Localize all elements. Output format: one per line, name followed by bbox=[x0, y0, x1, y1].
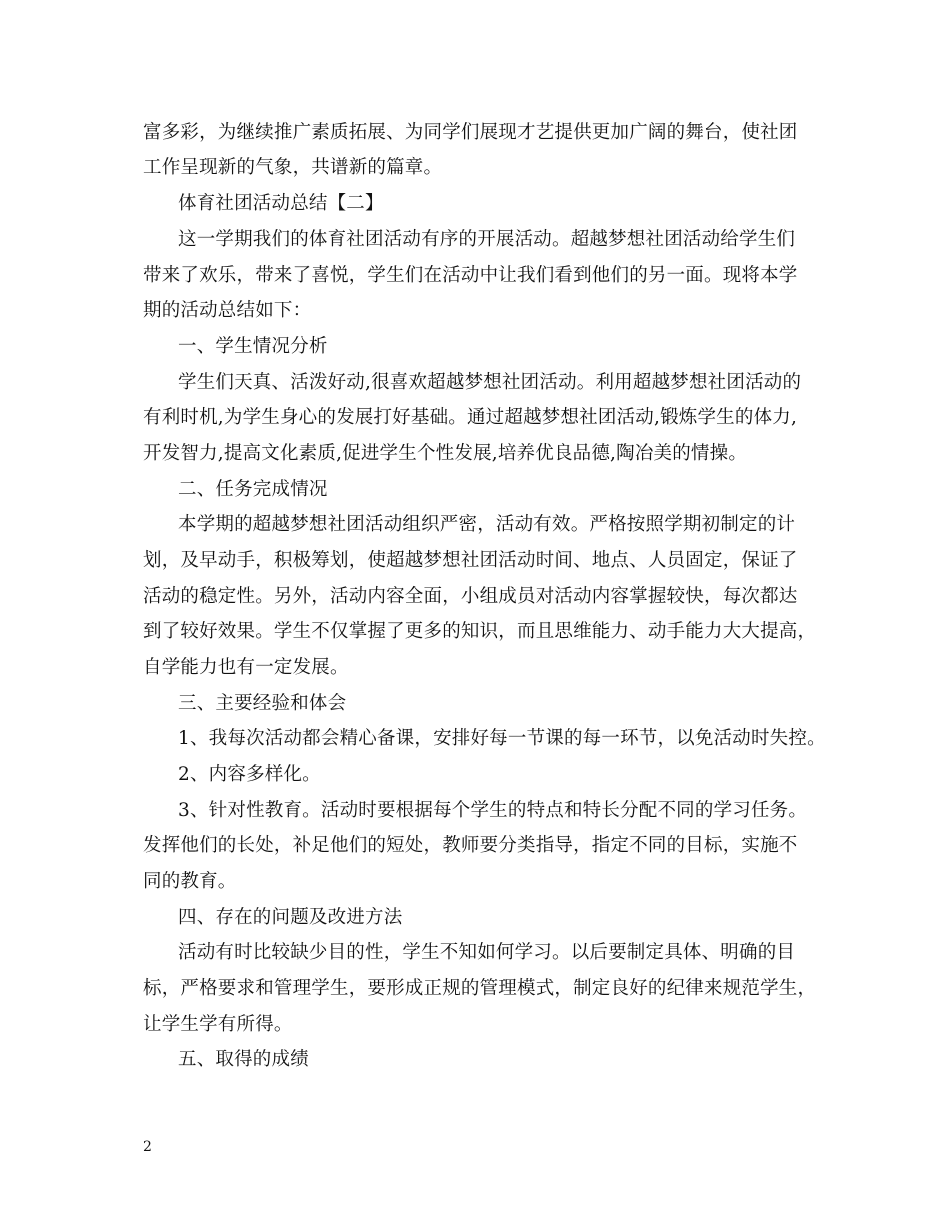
section-heading: 二、任务完成情况 bbox=[178, 479, 328, 500]
body-text-line: 到了较好效果。学生不仅掌握了更多的知识，而且思维能力、动手能力大大提高， bbox=[143, 621, 817, 642]
body-text-line: 同的教育。 bbox=[143, 871, 237, 892]
body-text-line: 活动有时比较缺少目的性，学生不知如何学习。以后要制定具体、明确的目 bbox=[178, 942, 796, 963]
list-item: 3、针对性教育。活动时要根据每个学生的特点和特长分配不同的学习任务。 bbox=[178, 800, 808, 821]
body-text-line: 让学生学有所得。 bbox=[143, 1014, 293, 1035]
body-text-line: 学生们天真、活泼好动,很喜欢超越梦想社团活动。利用超越梦想社团活动的 bbox=[178, 372, 802, 393]
section-heading: 五、取得的成绩 bbox=[178, 1049, 309, 1070]
section-heading: 四、存在的问题及改进方法 bbox=[178, 907, 403, 928]
body-text-line: 本学期的超越梦想社团活动组织严密，活动有效。严格按照学期初制定的计 bbox=[178, 514, 796, 535]
body-text-line: 划，及早动手，积极筹划，使超越梦想社团活动时间、地点、人员固定，保证了 bbox=[143, 550, 798, 571]
body-text-line: 带来了欢乐，带来了喜悦，学生们在活动中让我们看到他们的另一面。现将本学 bbox=[143, 265, 798, 286]
body-text-line: 发挥他们的长处，补足他们的短处，教师要分类指导，指定不同的目标，实施不 bbox=[143, 835, 798, 856]
body-text-line: 自学能力也有一定发展。 bbox=[143, 657, 349, 678]
body-text-line: 标，严格要求和管理学生，要形成正规的管理模式，制定良好的纪律来规范学生， bbox=[143, 978, 817, 999]
list-item: 2、内容多样化。 bbox=[178, 764, 321, 785]
body-text-line: 有利时机,为学生身心的发展打好基础。通过超越梦想社团活动,锻炼学生的体力, bbox=[143, 407, 798, 428]
body-text-line: 富多彩，为继续推广素质拓展、为同学们展现才艺提供更加广阔的舞台，使社团 bbox=[143, 122, 798, 143]
section-heading: 一、学生情况分析 bbox=[178, 336, 328, 357]
section-title: 体育社团活动总结【二】 bbox=[178, 193, 384, 214]
list-item: 1、我每次活动都会精心备课，安排好每一节课的每一环节，以免活动时失控。 bbox=[178, 728, 826, 749]
section-heading: 三、主要经验和体会 bbox=[178, 693, 347, 714]
body-text-line: 开发智力,提高文化素质,促进学生个性发展,培养优良品德,陶冶美的情操。 bbox=[143, 443, 748, 464]
page-number: 2 bbox=[143, 1139, 152, 1155]
body-text-line: 期的活动总结如下： bbox=[143, 300, 312, 321]
body-text-line: 活动的稳定性。另外，活动内容全面，小组成员对活动内容掌握较快，每次都达 bbox=[143, 586, 798, 607]
body-text-line: 这一学期我们的体育社团活动有序的开展活动。超越梦想社团活动给学生们 bbox=[178, 229, 796, 250]
body-text-line: 工作呈现新的气象，共谱新的篇章。 bbox=[143, 157, 443, 178]
